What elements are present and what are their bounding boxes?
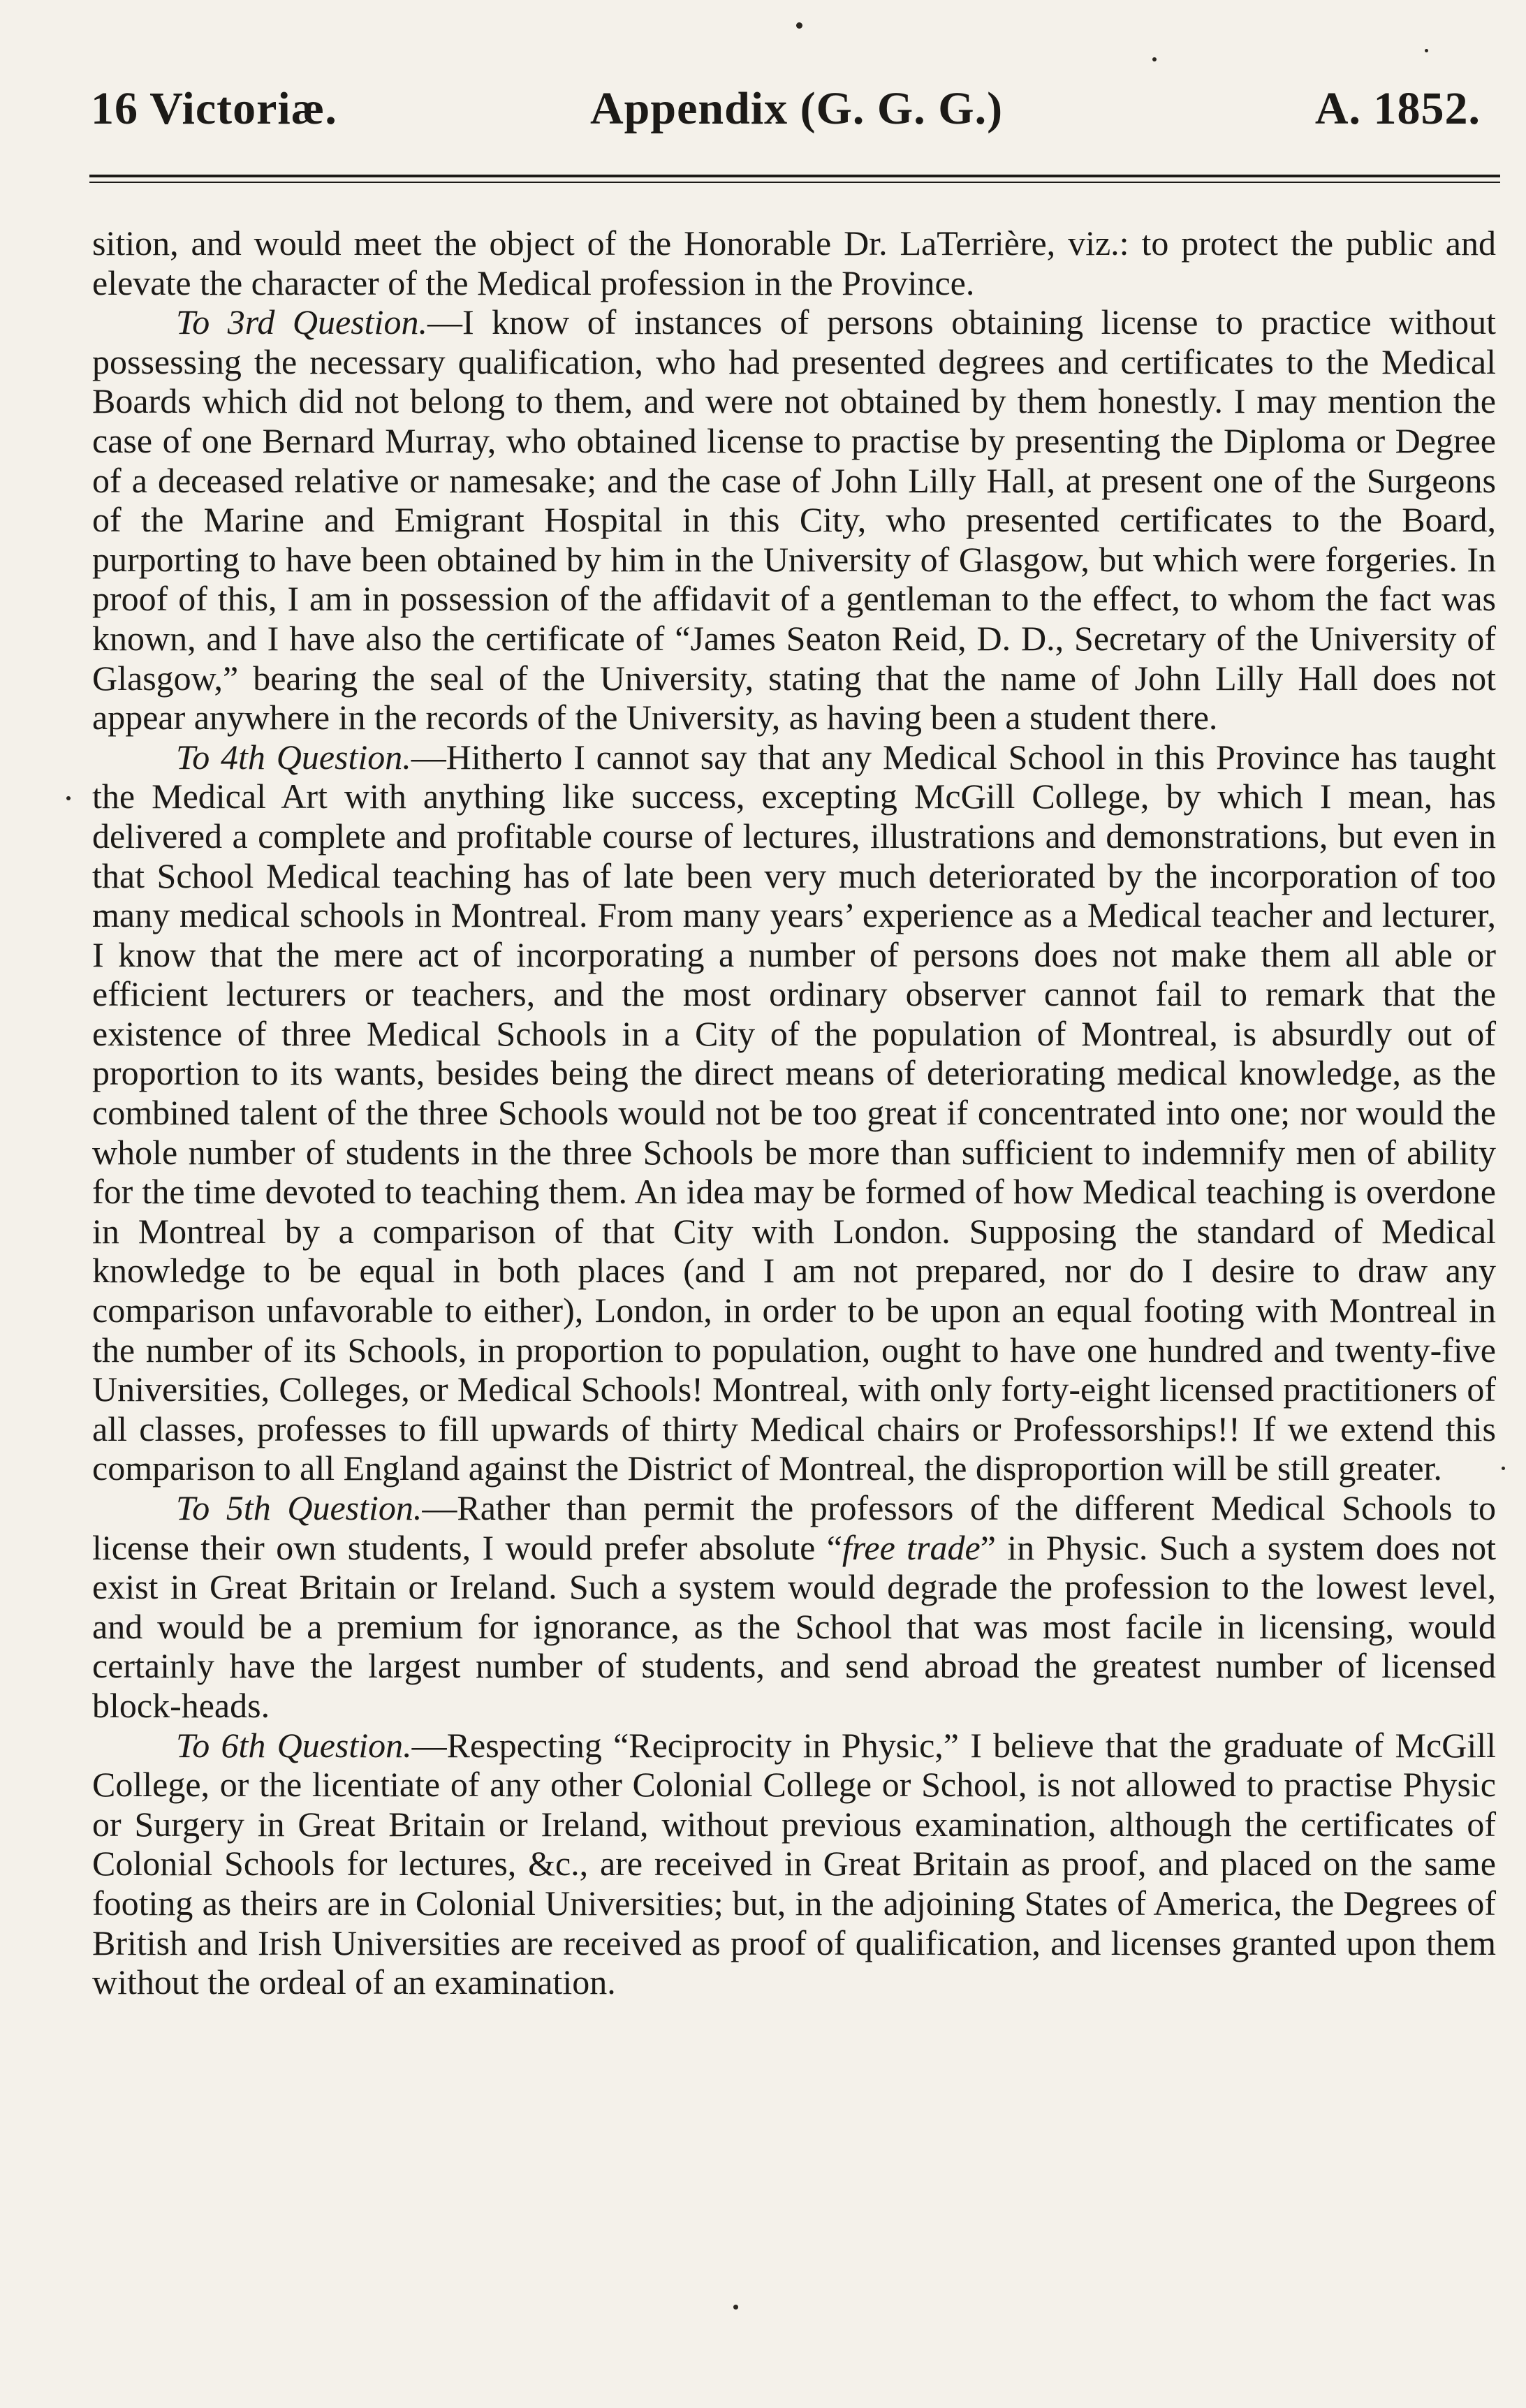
print-speck <box>796 22 802 29</box>
paragraph-text: —I know of instances of persons obtaining license to practice without possessing the necessary qualification, who had presented degrees and certificates to the Medical Boards which did not belong to them, and were not obtained by them honestly. I may mention the case of one Bernard Murray, who obtained license to practise by presenting the Diploma or Degree of a deceased relative or namesake; and the case of John Lilly Hall, at present one of the Surgeons of the Marine and Emigrant Hospital in this City, who presented certificates to the Board, purporting to have been obtained by him in the University of Glasgow, but which were forgeries. In proof of this, I am in possession of the affidavit of a gentleman to the effect, to whom the fact was known, and I have also the certificate of “James Seaton Reid, D. D., Secretary of the University of Glasgow,” bearing the seal of the University, stating that the name of John Lilly Hall does not appear anywhere in the records of the University, as having been a student there. <box>92 302 1496 737</box>
print-speck <box>66 796 71 800</box>
running-header <box>91 82 1481 145</box>
header-rule-thin <box>89 182 1500 183</box>
paragraph-question-4 <box>92 737 1496 1488</box>
print-speck <box>1152 57 1157 61</box>
header-appendix: Appendix (G. G. G.) <box>590 83 1004 134</box>
paragraph-text: —Respecting “Reciprocity in Physic,” I believe that the graduate of McGill College, or the licentiate of any other Colonial College or School, is not allowed to practise Physic or Surgery in Great Britain or Ireland, without previous examination, although the certificates of Colonial Schools for lectures, &c., are received in Great Britain as proof, and placed on the same footing as theirs are in Colonial Universities; but, in the adjoining States of America, the Degrees of British and Irish Universities are received as proof of qualification, and licenses granted upon them without the ordeal of an examination. <box>92 1725 1496 2002</box>
paragraph-text: —Hitherto I cannot say that any Medical School in this Province has taught the Medical Art with anything like success, excepting McGill College, by which I mean, has delivered a complete and profitable course of lectures, illustrations and demonstrations, but even in that School Medical teaching has of late been very much deteriorated by the incorporation of too many medical schools in Montreal. From many years’ experience as a Medical teacher and lecturer, I know that the mere act of incorporating a number of persons does not make them all able or efficient lecturers or teachers, and the most ordinary observer cannot fail to remark that the existence of three Medical Schools in a City of the population of Montreal, is absurdly out of proportion to its wants, besides being the direct means of deteriorating medical knowledge, as the combined talent of the three Schools would not be too great if concentrated into one; nor would the whole number of students in the three Schools be more than sufficient to indemnify men of ability for the time devoted to teaching them. An idea may be formed of how Medical teaching is overdone in Montreal by a comparison of that City with London. Supposing the standard of Medical knowledge to be equal in both places (and I am not prepared, nor do I desire to draw any comparison unfavorable to either), London, in order to be upon an equal footing with Montreal in the number of its Schools, in proportion to population, ought to have one hundred and twenty-five Universities, Colleges, or Medical Schools! Montreal, with only forty-eight licensed practitioners of all classes, professes to fill upwards of thirty Medical chairs or Professorships!! If we extend this comparison to all England against the District of Montreal, the disproportion will be still greater. <box>92 737 1496 1488</box>
question-label: To 6th Question. <box>176 1725 412 1765</box>
body-text <box>92 223 1496 2002</box>
paragraph-text: sition, and would meet the object of the Honorable Dr. LaTerrière, viz.: to protect the public and elevate the character of the Medical profession in the Province. <box>92 223 1496 302</box>
paragraph-text: ” in Physic. Such a system does not exist in Great Britain or Ireland. Such a system would degrade the profession to the lowest level, and would be a premium for ignorance, as the School that was most facile in licensing, would certainly have the largest number of students, and send abroad the greatest number of licensed block-heads. <box>92 1527 1497 1725</box>
paragraph-text: —Rather than permit the professors of the different Medical Schools to license their own students, I would prefer absolute “ <box>92 1488 1496 1567</box>
question-label: To 4th Question. <box>176 737 411 777</box>
header-rule-thick <box>89 175 1500 177</box>
header-session: 16 Victoriæ. <box>91 83 337 134</box>
header-year: A. 1852. <box>1314 83 1481 134</box>
print-speck <box>1425 49 1428 52</box>
paragraph-question-5 <box>92 1488 1496 1726</box>
paragraph-continuation <box>92 223 1496 302</box>
question-label: To 3rd Question. <box>176 302 427 342</box>
emphasis-free-trade: free trade <box>842 1527 981 1567</box>
paragraph-question-3 <box>92 302 1496 737</box>
question-label: To 5th Question. <box>176 1488 423 1527</box>
print-speck <box>733 2305 738 2310</box>
print-speck <box>1502 1467 1505 1470</box>
paragraph-question-6 <box>92 1726 1496 2002</box>
